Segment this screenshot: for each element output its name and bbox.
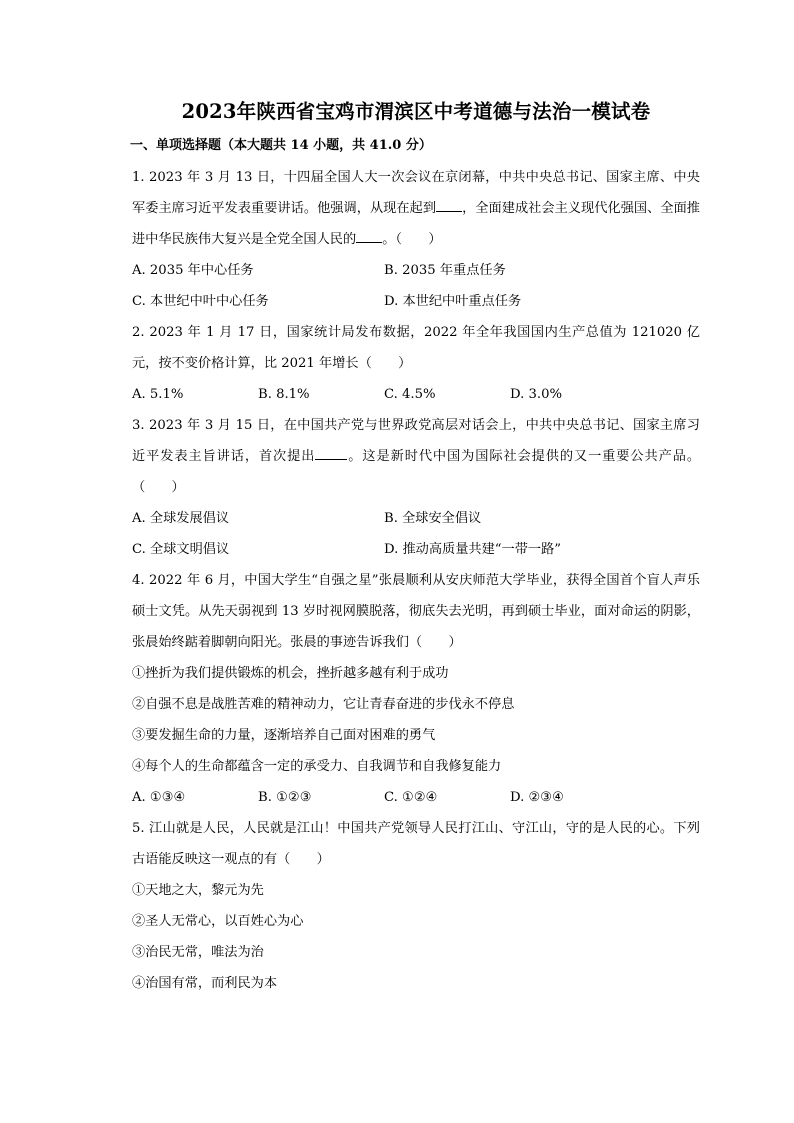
question-1-stem (132, 162, 700, 255)
question-1-option-b: B. 2035 年重点任务 (384, 263, 506, 278)
document-content (132, 98, 700, 999)
question-1-options-row-2 (132, 286, 700, 317)
question-4-option-b: B. ①②③ (258, 790, 312, 805)
question-3-option-d: D. 推动高质量共建“一带一路” (384, 542, 562, 557)
question-5-statement-4: ④治国有常，而利民为本 (132, 976, 278, 991)
question-5 (132, 813, 700, 999)
question-4-statement-4: ④每个人的生命都蕴含一定的承受力、自我调节和自我修复能力 (132, 759, 502, 774)
question-3-option-b: B. 全球安全倡议 (384, 511, 482, 526)
question-1 (132, 162, 700, 317)
question-1-options-row-1 (132, 255, 700, 286)
question-4-stem: 4. 2022 年 6 月，中国大学生“自强之星”张晨顺利从安庆师范大学毕业，获得全国首个盲人声乐硕士文凭。从先天弱视到 13 岁时视网膜脱落，彻底失去光明，再到硕士毕业，面对命运的阴影，张晨始终踮着脚朝向阳光。张晨的事迹告诉我们（ ） (132, 573, 700, 650)
question-3-stem-part2: 。这是新时代中国为国际社会提供的又一重要公共产品。（ ） (132, 449, 701, 495)
question-3-option-a: A. 全球发展倡议 (132, 511, 230, 526)
answer-blank (356, 230, 382, 243)
question-1-stem-part2: ，全面建成社会主义现代化强国、全面推进中华民族伟大复兴是全党全国人民的 (132, 201, 700, 247)
question-5-statement-3: ③治民无常，唯法为治 (132, 945, 264, 960)
question-5-stem: 5. 江山就是人民，人民就是江山！中国共产党领导人民打江山、守江山，守的是人民的心。下列古语能反映这一观点的有（ ） (132, 821, 700, 867)
question-4 (132, 565, 700, 813)
question-2-option-a: A. 5.1% (132, 387, 184, 402)
question-4-statement-1: ①挫折为我们提供锻炼的机会，挫折越多越有利于成功 (132, 666, 449, 681)
question-2-option-c: C. 4.5% (384, 387, 436, 402)
question-3-options-row-2 (132, 534, 700, 565)
question-2-option-d: D. 3.0% (510, 387, 562, 402)
question-4-option-a: A. ①③④ (132, 790, 186, 805)
question-3 (132, 410, 700, 565)
question-4-option-d: D. ②③④ (510, 790, 564, 805)
question-3-options-row-1 (132, 503, 700, 534)
question-1-option-d: D. 本世纪中叶重点任务 (384, 294, 522, 309)
section-heading-single-choice: 一、单项选择题（本大题共 14 小题，共 41.0 分） (130, 138, 432, 153)
answer-blank (315, 447, 347, 460)
question-2 (132, 317, 700, 410)
question-3-stem-part1: 3. 2023 年 3 月 15 日，在中国共产党与世界政党高层对话会上，中共中央总书记、国家主席习近平发表主旨讲话，首次提出 (132, 418, 700, 464)
question-1-option-a: A. 2035 年中心任务 (132, 263, 254, 278)
question-3-option-c: C. 全球文明倡议 (132, 542, 230, 557)
question-3-stem (132, 410, 700, 503)
document-title: 2023年陕西省宝鸡市渭滨区中考道德与法治一模试卷 (181, 100, 651, 123)
question-2-option-b: B. 8.1% (258, 387, 310, 402)
question-1-stem-part3: 。（ ） (382, 232, 442, 247)
question-1-stem-part1: 1. 2023 年 3 月 13 日，十四届全国人大一次会议在京闭幕，中共中央总书记、国家主席、中央军委主席习近平发表重要讲话。他强调，从现在起到 (132, 170, 700, 216)
question-4-option-c: C. ①②④ (384, 790, 438, 805)
question-2-options-row (132, 379, 700, 410)
question-4-statement-3: ③要发掘生命的力量，逐渐培养自己面对困难的勇气 (132, 728, 436, 743)
question-4-options-row (132, 782, 700, 813)
question-4-statement-2: ②自强不息是战胜苦难的精神动力，它让青春奋进的步伐永不停息 (132, 697, 515, 712)
question-2-stem: 2. 2023 年 1 月 17 日，国家统计局发布数据，2022 年全年我国国内生产总值为 121020 亿元，按不变价格计算，比 2021 年增长（ ） (132, 325, 700, 371)
question-1-option-c: C. 本世纪中叶中心任务 (132, 294, 269, 309)
question-5-statement-2: ②圣人无常心，以百姓心为心 (132, 914, 304, 929)
answer-blank (436, 199, 462, 212)
question-5-statement-1: ①天地之大，黎元为先 (132, 883, 264, 898)
